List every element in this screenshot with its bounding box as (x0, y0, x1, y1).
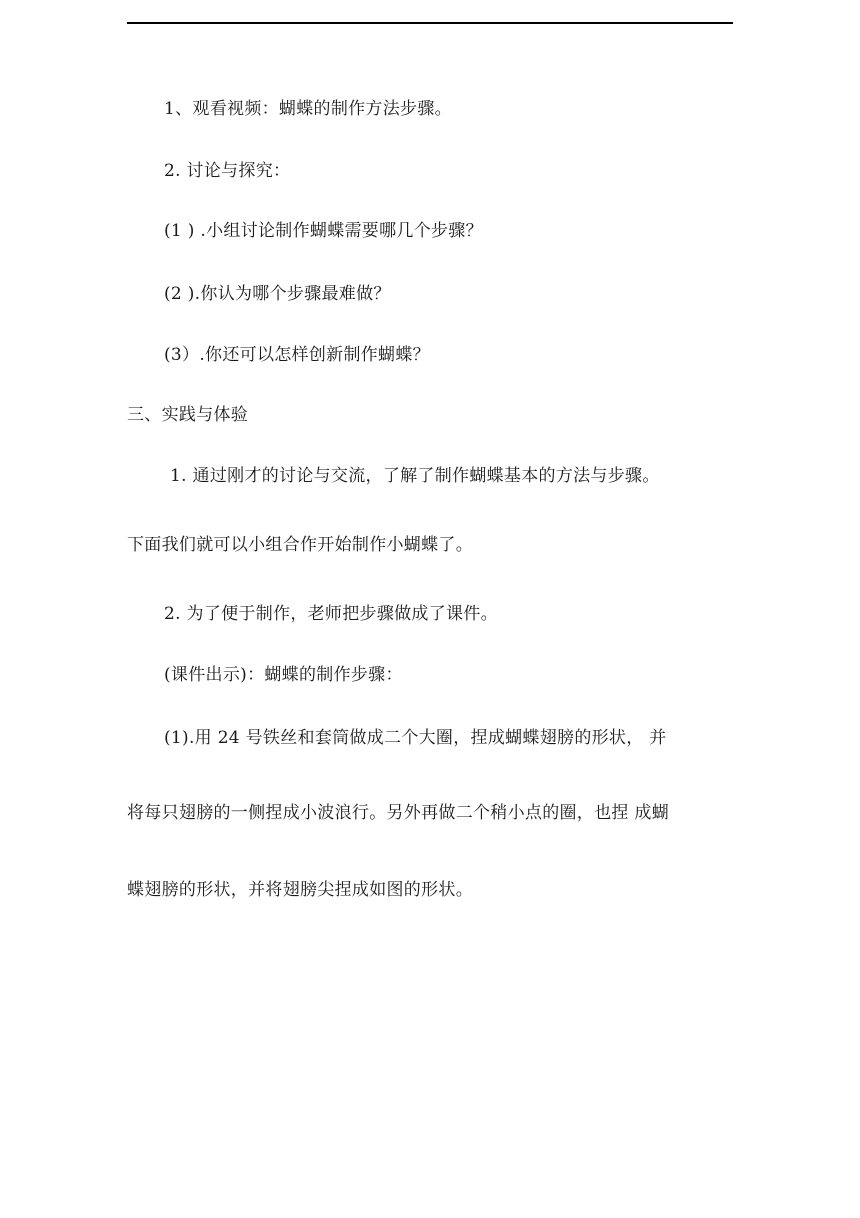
practice-paragraph-1: 1. 通过刚才的讨论与交流，了解了制作蝴蝶基本的方法与步骤。 (170, 466, 660, 486)
making-step-1-cont-2: 蝶翅膀的形状，并将翅膀尖捏成如图的形状。 (127, 880, 473, 900)
question-3: (3）.你还可以怎样创新制作蝴蝶？ (164, 345, 430, 365)
section-heading-practice: 三、实践与体验 (127, 405, 249, 425)
step-discuss-heading: 2. 讨论与探究： (164, 161, 291, 181)
step-watch-video: 1、观看视频：蝴蝶的制作方法步骤。 (164, 99, 452, 119)
question-1: (1 ) .小组讨论制作蝴蝶需要哪几个步骤？ (164, 221, 483, 241)
making-step-1-cont-1: 将每只翅膀的一侧捏成小波浪行。另外再做二个稍小点的圈，也捏 成蝴 (127, 803, 670, 823)
practice-paragraph-2: 2. 为了便于制作，老师把步骤做成了课件。 (164, 604, 498, 624)
header-rule (127, 22, 733, 24)
question-2: (2 ).你认为哪个步骤最难做？ (164, 284, 391, 304)
making-step-1: (1).用 24 号铁丝和套筒做成二个大圈，捏成蝴蝶翅膀的形状， 并 (164, 728, 667, 748)
practice-paragraph-1-cont: 下面我们就可以小组合作开始制作小蝴蝶了。 (127, 535, 473, 555)
courseware-heading: (课件出示)：蝴蝶的制作步骤： (164, 665, 403, 685)
